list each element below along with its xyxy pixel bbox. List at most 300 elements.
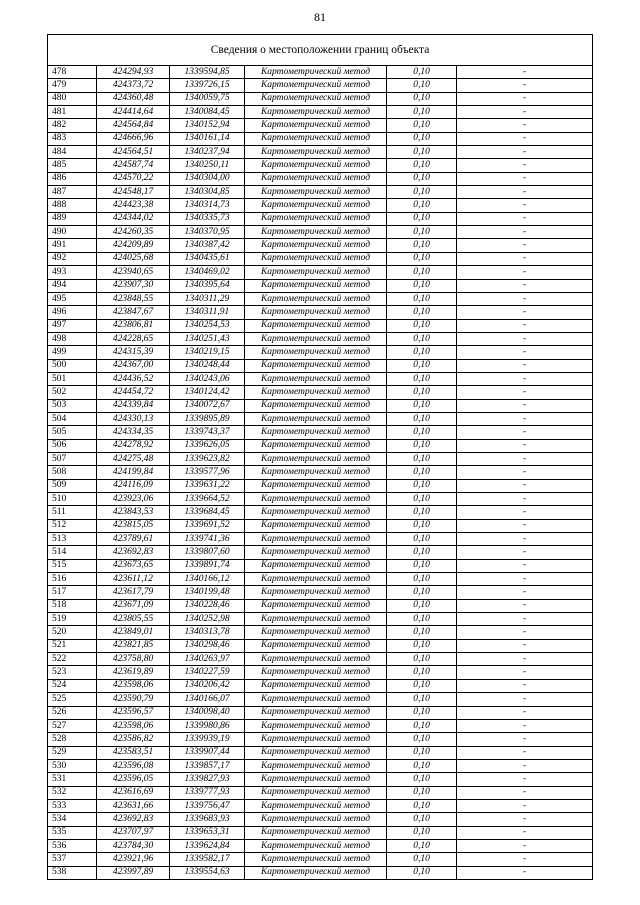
table-row	[48, 573, 593, 586]
point-number-cell: 536	[48, 839, 97, 852]
y-coordinate-cell: 1339684,45	[170, 506, 245, 519]
accuracy-cell: 0,10	[387, 279, 457, 292]
table-row	[48, 626, 593, 639]
x-coordinate-cell: 424278,92	[97, 439, 170, 452]
y-coordinate-cell: 1339726,15	[170, 79, 245, 92]
accuracy-cell: 0,10	[387, 399, 457, 412]
method-cell: Картометрический метод	[245, 226, 387, 239]
point-number-cell: 495	[48, 292, 97, 305]
y-coordinate-cell: 1339664,52	[170, 493, 245, 506]
x-coordinate-cell: 424564,84	[97, 119, 170, 132]
y-coordinate-cell: 1339653,31	[170, 826, 245, 839]
accuracy-cell: 0,10	[387, 653, 457, 666]
description-cell: -	[457, 573, 593, 586]
accuracy-cell: 0,10	[387, 452, 457, 465]
accuracy-cell: 0,10	[387, 92, 457, 105]
point-number-cell: 519	[48, 613, 97, 626]
description-cell: -	[457, 359, 593, 372]
x-coordinate-cell: 423611,12	[97, 573, 170, 586]
method-cell: Картометрический метод	[245, 266, 387, 279]
method-cell: Картометрический метод	[245, 826, 387, 839]
description-cell: -	[457, 653, 593, 666]
table-row	[48, 493, 593, 506]
method-cell: Картометрический метод	[245, 172, 387, 185]
accuracy-cell: 0,10	[387, 573, 457, 586]
point-number-cell: 533	[48, 799, 97, 812]
method-cell: Картометрический метод	[245, 466, 387, 479]
table-row	[48, 693, 593, 706]
x-coordinate-cell: 423847,67	[97, 306, 170, 319]
method-cell: Картометрический метод	[245, 452, 387, 465]
accuracy-cell: 0,10	[387, 519, 457, 532]
accuracy-cell: 0,10	[387, 506, 457, 519]
x-coordinate-cell: 423784,30	[97, 839, 170, 852]
table-row	[48, 79, 593, 92]
x-coordinate-cell: 424116,09	[97, 479, 170, 492]
x-coordinate-cell: 424570,22	[97, 172, 170, 185]
description-cell: -	[457, 493, 593, 506]
y-coordinate-cell: 1340152,94	[170, 119, 245, 132]
table-row	[48, 319, 593, 332]
x-coordinate-cell: 423848,55	[97, 292, 170, 305]
accuracy-cell: 0,10	[387, 586, 457, 599]
point-number-cell: 510	[48, 493, 97, 506]
description-cell: -	[457, 292, 593, 305]
method-cell: Картометрический метод	[245, 719, 387, 732]
x-coordinate-cell: 423616,69	[97, 786, 170, 799]
y-coordinate-cell: 1340298,46	[170, 639, 245, 652]
table-row	[48, 332, 593, 345]
accuracy-cell: 0,10	[387, 773, 457, 786]
description-cell: -	[457, 719, 593, 732]
point-number-cell: 481	[48, 106, 97, 119]
method-cell: Картометрический метод	[245, 119, 387, 132]
point-number-cell: 488	[48, 199, 97, 212]
table-row	[48, 466, 593, 479]
x-coordinate-cell: 423590,79	[97, 693, 170, 706]
method-cell: Картометрический метод	[245, 279, 387, 292]
x-coordinate-cell: 423692,83	[97, 546, 170, 559]
method-cell: Картометрический метод	[245, 292, 387, 305]
y-coordinate-cell: 1339554,63	[170, 866, 245, 879]
accuracy-cell: 0,10	[387, 479, 457, 492]
description-cell: -	[457, 639, 593, 652]
y-coordinate-cell: 1340311,29	[170, 292, 245, 305]
x-coordinate-cell: 423673,65	[97, 559, 170, 572]
y-coordinate-cell: 1340370,95	[170, 226, 245, 239]
table-row	[48, 866, 593, 879]
table-row	[48, 773, 593, 786]
point-number-cell: 498	[48, 332, 97, 345]
table-row	[48, 546, 593, 559]
table-row	[48, 346, 593, 359]
accuracy-cell: 0,10	[387, 439, 457, 452]
method-cell: Картометрический метод	[245, 372, 387, 385]
method-cell: Картометрический метод	[245, 493, 387, 506]
method-cell: Картометрический метод	[245, 199, 387, 212]
y-coordinate-cell: 1340098,40	[170, 706, 245, 719]
table-row	[48, 66, 593, 79]
description-cell: -	[457, 773, 593, 786]
point-number-cell: 512	[48, 519, 97, 532]
method-cell: Картометрический метод	[245, 79, 387, 92]
x-coordinate-cell: 423596,08	[97, 759, 170, 772]
description-cell: -	[457, 839, 593, 852]
x-coordinate-cell: 424564,51	[97, 146, 170, 159]
method-cell: Картометрический метод	[245, 399, 387, 412]
table-row	[48, 506, 593, 519]
method-cell: Картометрический метод	[245, 439, 387, 452]
x-coordinate-cell: 423617,79	[97, 586, 170, 599]
accuracy-cell: 0,10	[387, 493, 457, 506]
table-row	[48, 679, 593, 692]
table-row	[48, 439, 593, 452]
x-coordinate-cell: 423598,06	[97, 679, 170, 692]
y-coordinate-cell: 1339582,17	[170, 853, 245, 866]
method-cell: Картометрический метод	[245, 132, 387, 145]
y-coordinate-cell: 1339980,86	[170, 719, 245, 732]
description-cell: -	[457, 599, 593, 612]
table-row	[48, 826, 593, 839]
y-coordinate-cell: 1340313,78	[170, 626, 245, 639]
point-number-cell: 479	[48, 79, 97, 92]
point-number-cell: 491	[48, 239, 97, 252]
table-row	[48, 386, 593, 399]
table-row	[48, 519, 593, 532]
x-coordinate-cell: 424315,39	[97, 346, 170, 359]
x-coordinate-cell: 423997,89	[97, 866, 170, 879]
table-row	[48, 706, 593, 719]
description-cell: -	[457, 186, 593, 199]
method-cell: Картометрический метод	[245, 813, 387, 826]
x-coordinate-cell: 424548,17	[97, 186, 170, 199]
table-row	[48, 372, 593, 385]
table-row	[48, 172, 593, 185]
description-cell: -	[457, 386, 593, 399]
method-cell: Картометрический метод	[245, 106, 387, 119]
accuracy-cell: 0,10	[387, 613, 457, 626]
description-cell: -	[457, 399, 593, 412]
point-number-cell: 500	[48, 359, 97, 372]
y-coordinate-cell: 1339827,93	[170, 773, 245, 786]
table-row	[48, 306, 593, 319]
method-cell: Картометрический метод	[245, 679, 387, 692]
description-cell: -	[457, 853, 593, 866]
accuracy-cell: 0,10	[387, 252, 457, 265]
point-number-cell: 506	[48, 439, 97, 452]
description-cell: -	[457, 212, 593, 225]
table-row	[48, 719, 593, 732]
accuracy-cell: 0,10	[387, 719, 457, 732]
x-coordinate-cell: 423619,89	[97, 666, 170, 679]
table-row	[48, 252, 593, 265]
accuracy-cell: 0,10	[387, 639, 457, 652]
method-cell: Картометрический метод	[245, 479, 387, 492]
y-coordinate-cell: 1339691,52	[170, 519, 245, 532]
point-number-cell: 487	[48, 186, 97, 199]
y-coordinate-cell: 1340250,11	[170, 159, 245, 172]
method-cell: Картометрический метод	[245, 252, 387, 265]
table-row	[48, 212, 593, 225]
y-coordinate-cell: 1339743,37	[170, 426, 245, 439]
accuracy-cell: 0,10	[387, 159, 457, 172]
table-row	[48, 186, 593, 199]
method-cell: Картометрический метод	[245, 799, 387, 812]
table-title-row	[48, 35, 593, 66]
accuracy-cell: 0,10	[387, 292, 457, 305]
accuracy-cell: 0,10	[387, 239, 457, 252]
accuracy-cell: 0,10	[387, 346, 457, 359]
x-coordinate-cell: 423631,66	[97, 799, 170, 812]
point-number-cell: 496	[48, 306, 97, 319]
description-cell: -	[457, 279, 593, 292]
x-coordinate-cell: 424373,72	[97, 79, 170, 92]
point-number-cell: 502	[48, 386, 97, 399]
y-coordinate-cell: 1340311,91	[170, 306, 245, 319]
point-number-cell: 492	[48, 252, 97, 265]
point-number-cell: 489	[48, 212, 97, 225]
x-coordinate-cell: 424294,93	[97, 66, 170, 79]
point-number-cell: 532	[48, 786, 97, 799]
point-number-cell: 509	[48, 479, 97, 492]
y-coordinate-cell: 1339939,19	[170, 733, 245, 746]
accuracy-cell: 0,10	[387, 733, 457, 746]
y-coordinate-cell: 1339631,22	[170, 479, 245, 492]
table-row	[48, 359, 593, 372]
description-cell: -	[457, 786, 593, 799]
table-row	[48, 813, 593, 826]
method-cell: Картометрический метод	[245, 853, 387, 866]
accuracy-cell: 0,10	[387, 132, 457, 145]
x-coordinate-cell: 424334,35	[97, 426, 170, 439]
description-cell: -	[457, 679, 593, 692]
point-number-cell: 513	[48, 533, 97, 546]
description-cell: -	[457, 226, 593, 239]
accuracy-cell: 0,10	[387, 266, 457, 279]
x-coordinate-cell: 424587,74	[97, 159, 170, 172]
x-coordinate-cell: 424666,96	[97, 132, 170, 145]
y-coordinate-cell: 1340059,75	[170, 92, 245, 105]
y-coordinate-cell: 1340435,61	[170, 252, 245, 265]
y-coordinate-cell: 1339623,82	[170, 452, 245, 465]
point-number-cell: 518	[48, 599, 97, 612]
method-cell: Картометрический метод	[245, 159, 387, 172]
description-cell: -	[457, 346, 593, 359]
description-cell: -	[457, 332, 593, 345]
table-row	[48, 653, 593, 666]
x-coordinate-cell: 423940,65	[97, 266, 170, 279]
point-number-cell: 527	[48, 719, 97, 732]
description-cell: -	[457, 759, 593, 772]
table-row	[48, 759, 593, 772]
x-coordinate-cell: 424436,52	[97, 372, 170, 385]
method-cell: Картометрический метод	[245, 613, 387, 626]
method-cell: Картометрический метод	[245, 626, 387, 639]
point-number-cell: 528	[48, 733, 97, 746]
table-row	[48, 533, 593, 546]
table-row	[48, 226, 593, 239]
point-number-cell: 508	[48, 466, 97, 479]
description-cell: -	[457, 693, 593, 706]
description-cell: -	[457, 746, 593, 759]
accuracy-cell: 0,10	[387, 412, 457, 425]
description-cell: -	[457, 172, 593, 185]
method-cell: Картометрический метод	[245, 559, 387, 572]
accuracy-cell: 0,10	[387, 119, 457, 132]
x-coordinate-cell: 423805,55	[97, 613, 170, 626]
x-coordinate-cell: 424275,48	[97, 452, 170, 465]
method-cell: Картометрический метод	[245, 599, 387, 612]
x-coordinate-cell: 424414,64	[97, 106, 170, 119]
table-body	[48, 35, 593, 880]
method-cell: Картометрический метод	[245, 92, 387, 105]
table-row	[48, 426, 593, 439]
point-number-cell: 523	[48, 666, 97, 679]
y-coordinate-cell: 1340227,59	[170, 666, 245, 679]
accuracy-cell: 0,10	[387, 372, 457, 385]
table-row	[48, 412, 593, 425]
table-row	[48, 639, 593, 652]
table-row	[48, 239, 593, 252]
method-cell: Картометрический метод	[245, 519, 387, 532]
description-cell: -	[457, 733, 593, 746]
y-coordinate-cell: 1340248,44	[170, 359, 245, 372]
table-row	[48, 613, 593, 626]
table-row	[48, 279, 593, 292]
point-number-cell: 503	[48, 399, 97, 412]
accuracy-cell: 0,10	[387, 79, 457, 92]
table-row	[48, 853, 593, 866]
point-number-cell: 525	[48, 693, 97, 706]
y-coordinate-cell: 1340251,43	[170, 332, 245, 345]
y-coordinate-cell: 1340166,12	[170, 573, 245, 586]
method-cell: Картометрический метод	[245, 573, 387, 586]
accuracy-cell: 0,10	[387, 66, 457, 79]
y-coordinate-cell: 1340219,15	[170, 346, 245, 359]
x-coordinate-cell: 423596,57	[97, 706, 170, 719]
y-coordinate-cell: 1340254,53	[170, 319, 245, 332]
accuracy-cell: 0,10	[387, 826, 457, 839]
point-number-cell: 484	[48, 146, 97, 159]
x-coordinate-cell: 423707,97	[97, 826, 170, 839]
y-coordinate-cell: 1339756,47	[170, 799, 245, 812]
accuracy-cell: 0,10	[387, 426, 457, 439]
y-coordinate-cell: 1339807,60	[170, 546, 245, 559]
point-number-cell: 501	[48, 372, 97, 385]
accuracy-cell: 0,10	[387, 212, 457, 225]
accuracy-cell: 0,10	[387, 679, 457, 692]
x-coordinate-cell: 424344,02	[97, 212, 170, 225]
accuracy-cell: 0,10	[387, 799, 457, 812]
x-coordinate-cell: 424454,72	[97, 386, 170, 399]
description-cell: -	[457, 79, 593, 92]
method-cell: Картометрический метод	[245, 239, 387, 252]
y-coordinate-cell: 1340072,67	[170, 399, 245, 412]
point-number-cell: 538	[48, 866, 97, 879]
accuracy-cell: 0,10	[387, 813, 457, 826]
description-cell: -	[457, 439, 593, 452]
y-coordinate-cell: 1340237,94	[170, 146, 245, 159]
table-row	[48, 452, 593, 465]
x-coordinate-cell: 423815,05	[97, 519, 170, 532]
accuracy-cell: 0,10	[387, 533, 457, 546]
accuracy-cell: 0,10	[387, 332, 457, 345]
x-coordinate-cell: 424339,84	[97, 399, 170, 412]
accuracy-cell: 0,10	[387, 386, 457, 399]
table-row	[48, 92, 593, 105]
point-number-cell: 485	[48, 159, 97, 172]
method-cell: Картометрический метод	[245, 653, 387, 666]
accuracy-cell: 0,10	[387, 666, 457, 679]
method-cell: Картометрический метод	[245, 412, 387, 425]
description-cell: -	[457, 466, 593, 479]
description-cell: -	[457, 559, 593, 572]
method-cell: Картометрический метод	[245, 639, 387, 652]
x-coordinate-cell: 424330,13	[97, 412, 170, 425]
description-cell: -	[457, 306, 593, 319]
y-coordinate-cell: 1339577,96	[170, 466, 245, 479]
table-row	[48, 839, 593, 852]
point-number-cell: 530	[48, 759, 97, 772]
method-cell: Картометрический метод	[245, 786, 387, 799]
y-coordinate-cell: 1340228,46	[170, 599, 245, 612]
y-coordinate-cell: 1340469,02	[170, 266, 245, 279]
method-cell: Картометрический метод	[245, 319, 387, 332]
method-cell: Картометрический метод	[245, 533, 387, 546]
y-coordinate-cell: 1339741,36	[170, 533, 245, 546]
point-number-cell: 516	[48, 573, 97, 586]
y-coordinate-cell: 1339624,84	[170, 839, 245, 852]
accuracy-cell: 0,10	[387, 319, 457, 332]
x-coordinate-cell: 423671,09	[97, 599, 170, 612]
point-number-cell: 514	[48, 546, 97, 559]
accuracy-cell: 0,10	[387, 106, 457, 119]
table-row	[48, 399, 593, 412]
point-number-cell: 486	[48, 172, 97, 185]
accuracy-cell: 0,10	[387, 746, 457, 759]
point-number-cell: 526	[48, 706, 97, 719]
method-cell: Картометрический метод	[245, 306, 387, 319]
accuracy-cell: 0,10	[387, 186, 457, 199]
description-cell: -	[457, 479, 593, 492]
table-title: Сведения о местоположении границ объекта	[48, 35, 593, 66]
description-cell: -	[457, 239, 593, 252]
accuracy-cell: 0,10	[387, 786, 457, 799]
accuracy-cell: 0,10	[387, 226, 457, 239]
method-cell: Картометрический метод	[245, 706, 387, 719]
x-coordinate-cell: 423806,81	[97, 319, 170, 332]
table-row	[48, 559, 593, 572]
y-coordinate-cell: 1339626,05	[170, 439, 245, 452]
point-number-cell: 535	[48, 826, 97, 839]
point-number-cell: 499	[48, 346, 97, 359]
method-cell: Картометрический метод	[245, 866, 387, 879]
description-cell: -	[457, 199, 593, 212]
table-row	[48, 786, 593, 799]
description-cell: -	[457, 626, 593, 639]
description-cell: -	[457, 252, 593, 265]
y-coordinate-cell: 1340387,42	[170, 239, 245, 252]
x-coordinate-cell: 424199,84	[97, 466, 170, 479]
y-coordinate-cell: 1340124,42	[170, 386, 245, 399]
table-row	[48, 119, 593, 132]
table-row	[48, 733, 593, 746]
accuracy-cell: 0,10	[387, 559, 457, 572]
point-number-cell: 482	[48, 119, 97, 132]
table-row	[48, 106, 593, 119]
description-cell: -	[457, 613, 593, 626]
table-row	[48, 146, 593, 159]
